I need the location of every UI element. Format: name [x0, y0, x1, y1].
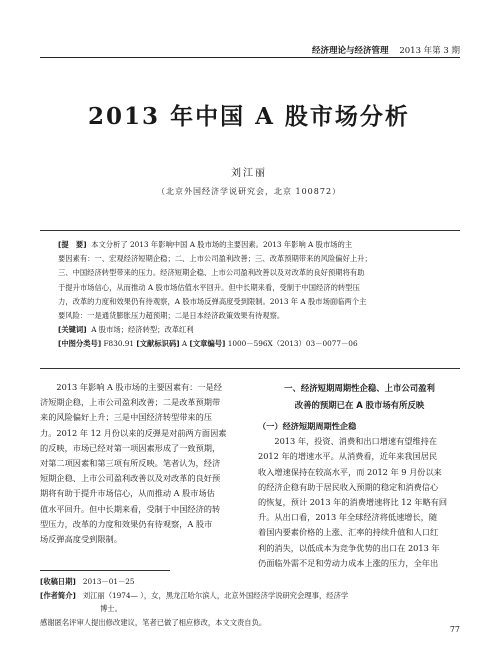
- subsection-heading: （一）经济短期周期性企稳: [258, 421, 357, 431]
- acknowledgement: 感谢匿名评审人提出修改建议，笔者已做了相应修改，本文文责自负。: [40, 617, 267, 627]
- section-heading: 一、经济短期周期性企稳、上市公司盈利 改善的预期已在 A 股市场有所反映: [284, 383, 435, 410]
- abstract-line: 三、中国经济转型带来的压力。经济短期企稳、上市公司盈利改善以及对改革的良好预期将有助: [58, 268, 365, 278]
- article-title: 2013 年中国 A 股市场分析: [88, 103, 410, 130]
- author-bio-cont: 博士。: [100, 604, 122, 613]
- body-line: 短期企稳、上市公司盈利改善以及对改革的良好预: [40, 473, 221, 484]
- body-line: 2013 年影响 A 股市场的主要因素有：一是经: [56, 382, 222, 392]
- body-line: 济短期企稳，上市公司盈利改善；二是改革预期带: [40, 397, 221, 408]
- body-line: 场反弹高度受到限制。: [40, 534, 122, 545]
- classification-line: [中图分类号] F830.91 [文献标识码] A [文章编号] 1000－596X（2013）03－0077－06: [58, 339, 358, 349]
- keywords-line: [58, 323, 450, 337]
- body-line: 仍面临外需不足和劳动力成本上涨的压力，全年出: [258, 557, 439, 568]
- abstract-line: 于提升市场信心，从而推动 A 股市场估值水平回升。但中长期来看，受制于中国经济的转型压: [58, 282, 360, 292]
- body-line: 2013 年，投资、消费和出口增速有望维持在: [274, 436, 438, 447]
- abstract-line: 力，改革的力度和效果仍有待观察，A 股市场反弹高度受到限制。2013 年 A 股市场面临两个主: [58, 296, 367, 306]
- body-line: 收入增速保持在较高水平，而 2012 年 9 月份以来: [258, 466, 442, 477]
- issue-number: 2013 年第 3 期: [399, 46, 460, 56]
- journal-name: 经济理论与经济管理: [312, 46, 389, 56]
- body-line: 型压力，改革的力度和效果仍有待观察，A 股市: [40, 518, 213, 529]
- author-affiliation: （北京外国经济学说研究会，北京 100872）: [156, 187, 342, 196]
- author-bio: [作者简介] 刘江丽（1974— ），女，黑龙江哈尔滨人，北京外国经济学说研究会理事，经济学: [40, 590, 349, 600]
- body-line: 的经济企稳有助于居民收入预期的稳定和消费信心: [258, 481, 439, 492]
- abstract-label: [提 要]: [58, 240, 87, 249]
- body-line: 的反映，市场已经对第一项因素形成了一致预期，: [40, 442, 221, 453]
- abstract-bottom-rule: [40, 368, 460, 369]
- body-line: 着国内要素价格的上涨、汇率的持续升值和人口红: [258, 527, 439, 538]
- abstract-line: 要风险：一是通货膨胀压力超预期；二是日本经济政策效果有待观察。: [58, 311, 285, 321]
- body-line: 利的消失，以低成本为竞争优势的出口在 2013 年: [258, 542, 440, 553]
- running-header: [0, 44, 460, 56]
- keywords-label: [关键词]: [58, 325, 87, 335]
- left-column: [40, 380, 247, 547]
- body-line: 力。2012 年 12 月份以来的反弹是对前两方面因素: [40, 427, 227, 438]
- body-line: 期将有助于提升市场信心，从而推动 A 股市场估: [40, 488, 215, 499]
- received-date: [收稿日期] 2013－01－25: [40, 577, 135, 586]
- body-line: 2012 年的增速水平。从消费看，近年来我国居民: [258, 451, 438, 462]
- footnotes: [40, 575, 460, 629]
- author-name: 刘江丽: [231, 168, 267, 179]
- abstract-line: 要因素有：一、宏观经济短期企稳；二、上市公司盈利改善；三、改革预期带来的风险偏好上升；: [58, 254, 372, 264]
- header-rule: [40, 57, 460, 58]
- footnote-rule: [40, 570, 170, 571]
- keywords-value: A 股市场；经济转型；改革红利: [91, 325, 194, 335]
- right-column: [258, 380, 461, 571]
- body-line: 的恢复，预计 2013 年的消费增速将比 12 年略有回: [258, 497, 448, 508]
- body-line: 来的风险偏好上升；三是中国经济转型带来的压: [40, 412, 212, 423]
- body-line: 对第二项因素和第三项有所反映。笔者认为，经济: [40, 458, 221, 469]
- body-line: 升。从出口看，2013 年全球经济将低速增长，随: [258, 512, 438, 523]
- body-line: 值水平回升。但中长期来看，受制于中国经济的转: [40, 503, 221, 514]
- abstract-top-rule: [40, 230, 460, 231]
- abstract-line: [提 要] 本文分析了 2013 年影响中国 A 股市场的主要因素。2013 年影响 A 股市场的主: [58, 240, 353, 249]
- abstract-block: [58, 238, 450, 352]
- page-number: 77: [449, 625, 460, 634]
